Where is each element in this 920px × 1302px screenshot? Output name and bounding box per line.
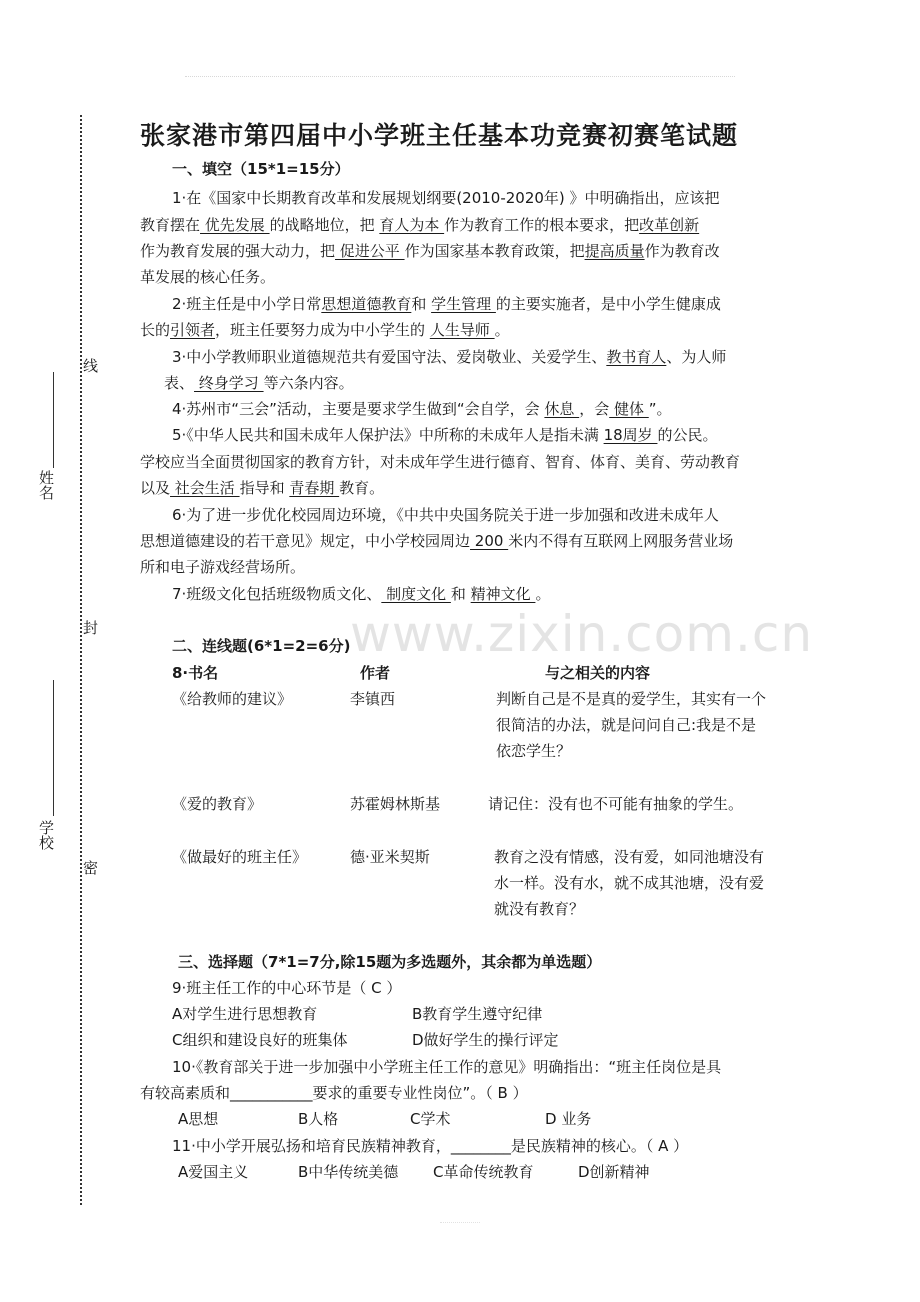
q7-text: 7·班级文化包括班级物质文化、: [172, 585, 382, 603]
q10-stem-2: 有较高素质和___________要求的重要专业性岗位”。（ B ）: [140, 1084, 528, 1102]
q4-answer-1: 休息: [544, 400, 580, 418]
q1-answer-3: 改革创新: [639, 216, 700, 234]
q1-answer-1: 优先发展: [200, 216, 270, 234]
margin-mark-line: 线: [81, 358, 99, 373]
q6-line-2: [140, 532, 733, 552]
q11-option-d: D创新精神: [578, 1163, 650, 1181]
match-content-line: 依恋学生？: [496, 742, 572, 760]
q5-answer-2: 社会生活: [170, 479, 240, 497]
q9-option-d: D做好学生的操行评定: [412, 1031, 559, 1049]
match-book: 《做最好的班主任》: [172, 848, 308, 866]
q11-option-c: C革命传统教育: [433, 1163, 534, 1181]
q2-text: 2·班主任是中小学日常: [172, 295, 322, 313]
q1-text: 教育摆在: [140, 216, 201, 234]
column-header-content: 与之相关的内容: [545, 664, 651, 682]
q1-answer-2: 育人为本: [379, 216, 445, 234]
match-author: 德·亚米契斯: [350, 848, 430, 866]
q3-line-2: [164, 374, 354, 394]
q7-answer-2: 精神文化: [470, 585, 536, 603]
q5-line-1: [172, 426, 717, 446]
q6-line-1: 6·为了进一步优化校园周边环境，《中共中央国务院关于进一步加强和改进未成年人: [172, 506, 719, 524]
q2-answer-4: 人生导师: [429, 321, 495, 339]
q2-answer-3: 引领者: [170, 321, 216, 339]
q1-text: 作为教育工作的根本要求，把: [444, 216, 640, 234]
q4-text: ”。: [648, 400, 672, 418]
section-3-heading: 三、选择题（7*1=7分,除15题为多选题外，其余都为单选题）: [178, 953, 602, 971]
q2-line-1: [172, 295, 721, 315]
q3-text: 表、: [164, 374, 195, 392]
match-content-line: 水一样。没有水，就不成其池塘，没有爱: [494, 874, 765, 892]
match-author: 苏霍姆林斯基: [350, 795, 441, 813]
q2-text: 长的: [140, 321, 171, 339]
section-1-heading: 一、填空（15*1=15分）: [172, 160, 350, 178]
q11-stem: 11·中小学开展弘扬和培育民族精神教育，________是民族精神的核心。（ A ）: [172, 1137, 689, 1155]
q10-option-d: D 业务: [545, 1110, 592, 1128]
q3-answer-1: 教书育人: [606, 348, 667, 366]
footer-mark: [440, 1222, 480, 1223]
q5-text: 以及: [140, 479, 171, 497]
q2-answer-2: 学生管理: [431, 295, 496, 313]
q5-text: 指导和: [239, 479, 290, 497]
match-author: 李镇西: [350, 690, 396, 708]
q9-option-a: A对学生进行思想教育: [172, 1005, 318, 1023]
q3-text: 、为人师: [666, 348, 727, 366]
q5-line-2: 学校应当全面贯彻国家的教育方针，对未成年学生进行德育、智育、体育、美育、劳动教育: [140, 453, 741, 471]
q10-stem-1: 10·《教育部关于进一步加强中小学班主任工作的意见》明确指出：“班主任岗位是具: [172, 1058, 722, 1076]
margin-mark-seal: 封: [81, 620, 99, 635]
q4-answer-2: 健体: [609, 400, 649, 418]
name-blank: [53, 372, 54, 468]
q11-option-a: A爱国主义: [178, 1163, 249, 1181]
q6-answer-1: 200: [470, 532, 509, 550]
match-content-line: 请记住：没有也不可能有抽象的学生。: [488, 795, 744, 813]
q2-text: ，班主任要努力成为中小学生的: [215, 321, 430, 339]
name-label: 姓名: [37, 470, 55, 500]
match-book: 《爱的教育》: [172, 795, 263, 813]
q10-option-b: B人格: [298, 1110, 339, 1128]
q3-line-1: [172, 348, 726, 368]
q4-text: ，会: [579, 400, 610, 418]
q7-answer-1: 制度文化: [381, 585, 451, 603]
q6-text: 米内不得有互联网上网服务营业场: [508, 532, 734, 550]
q1-answer-4: 促进公平: [335, 242, 405, 260]
match-content-line: 很简洁的办法，就是问问自己:我是不是: [496, 716, 757, 734]
q5-text: 5·《中华人民共和国未成年人保护法》中所称的未成年人是指未满: [172, 426, 604, 444]
q7-text: 和: [450, 585, 471, 603]
school-blank: [53, 680, 54, 816]
q9-stem: 9·班主任工作的中心环节是（ C ）: [172, 979, 402, 997]
margin-mark-secret: 密: [81, 860, 99, 875]
q1-line-4: 革发展的核心任务。: [140, 268, 276, 286]
q3-text: 等六条内容。: [263, 374, 354, 392]
school-label: 学校: [37, 820, 55, 850]
q6-text: 思想道德建设的若干意见》规定，中小学校园周边: [140, 532, 471, 550]
q9-option-b: B教育学生遵守纪律: [412, 1005, 543, 1023]
q1-text: 作为国家基本教育政策，把: [404, 242, 585, 260]
column-header-book: 8·书名: [172, 664, 219, 682]
q7-line-1: [172, 585, 550, 605]
q2-answer-1: 思想道德教育: [321, 295, 412, 313]
q1-line-2: [140, 216, 699, 236]
q4-text: 4·苏州市“三会”活动，主要是要求学生做到“会自学，会: [172, 400, 545, 418]
q5-answer-3: 青春期: [289, 479, 340, 497]
q1-answer-5: 提高质量: [584, 242, 645, 260]
section-2-heading: 二、连线题(6*1=2=6分): [172, 637, 351, 655]
q1-text: 作为教育改: [644, 242, 720, 260]
q2-line-2: [140, 321, 510, 341]
q10-option-c: C学术: [410, 1110, 451, 1128]
match-content-line: 判断自己是不是真的爱学生，其实有一个: [496, 690, 767, 708]
q6-line-3: 所和电子游戏经营场所。: [140, 558, 306, 576]
page-title: 张家港市第四届中小学班主任基本功竞赛初赛笔试题: [140, 121, 739, 150]
q1-line-3: [140, 242, 720, 262]
q5-line-3: [140, 479, 384, 499]
q2-text: 。: [494, 321, 510, 339]
q1-line-1: 1·在《国家中长期教育改革和发展规划纲要(2010-2020年) 》中明确指出，应该把: [172, 189, 720, 207]
q5-text: 的公民。: [657, 426, 718, 444]
q9-option-c: C组织和建设良好的班集体: [172, 1031, 348, 1049]
binding-line: [80, 115, 82, 1205]
q5-answer-1: 18周岁: [603, 426, 658, 444]
q3-answer-2: 终身学习: [194, 374, 264, 392]
match-content-line: 教育之没有情感，没有爱，如同池塘没有: [494, 848, 765, 866]
watermark: www.zixin.com.cn: [350, 605, 814, 663]
q4-line-1: [172, 400, 672, 420]
q11-option-b: B中华传统美德: [298, 1163, 399, 1181]
q5-text: 教育。: [339, 479, 385, 497]
q2-text: 和: [411, 295, 432, 313]
match-book: 《给教师的建议》: [172, 690, 293, 708]
q2-text: 的主要实施者，是中小学生健康成: [495, 295, 721, 313]
q1-text: 的战略地位，把: [269, 216, 380, 234]
match-content-line: 就没有教育？: [494, 900, 585, 918]
q3-text: 3·中小学教师职业道德规范共有爱国守法、爱岗敬业、关爱学生、: [172, 348, 607, 366]
header-rule: [185, 76, 735, 77]
column-header-author: 作者: [360, 664, 391, 682]
q10-option-a: A思想: [178, 1110, 219, 1128]
q1-text: 作为教育发展的强大动力，把: [140, 242, 336, 260]
q7-text: 。: [535, 585, 551, 603]
